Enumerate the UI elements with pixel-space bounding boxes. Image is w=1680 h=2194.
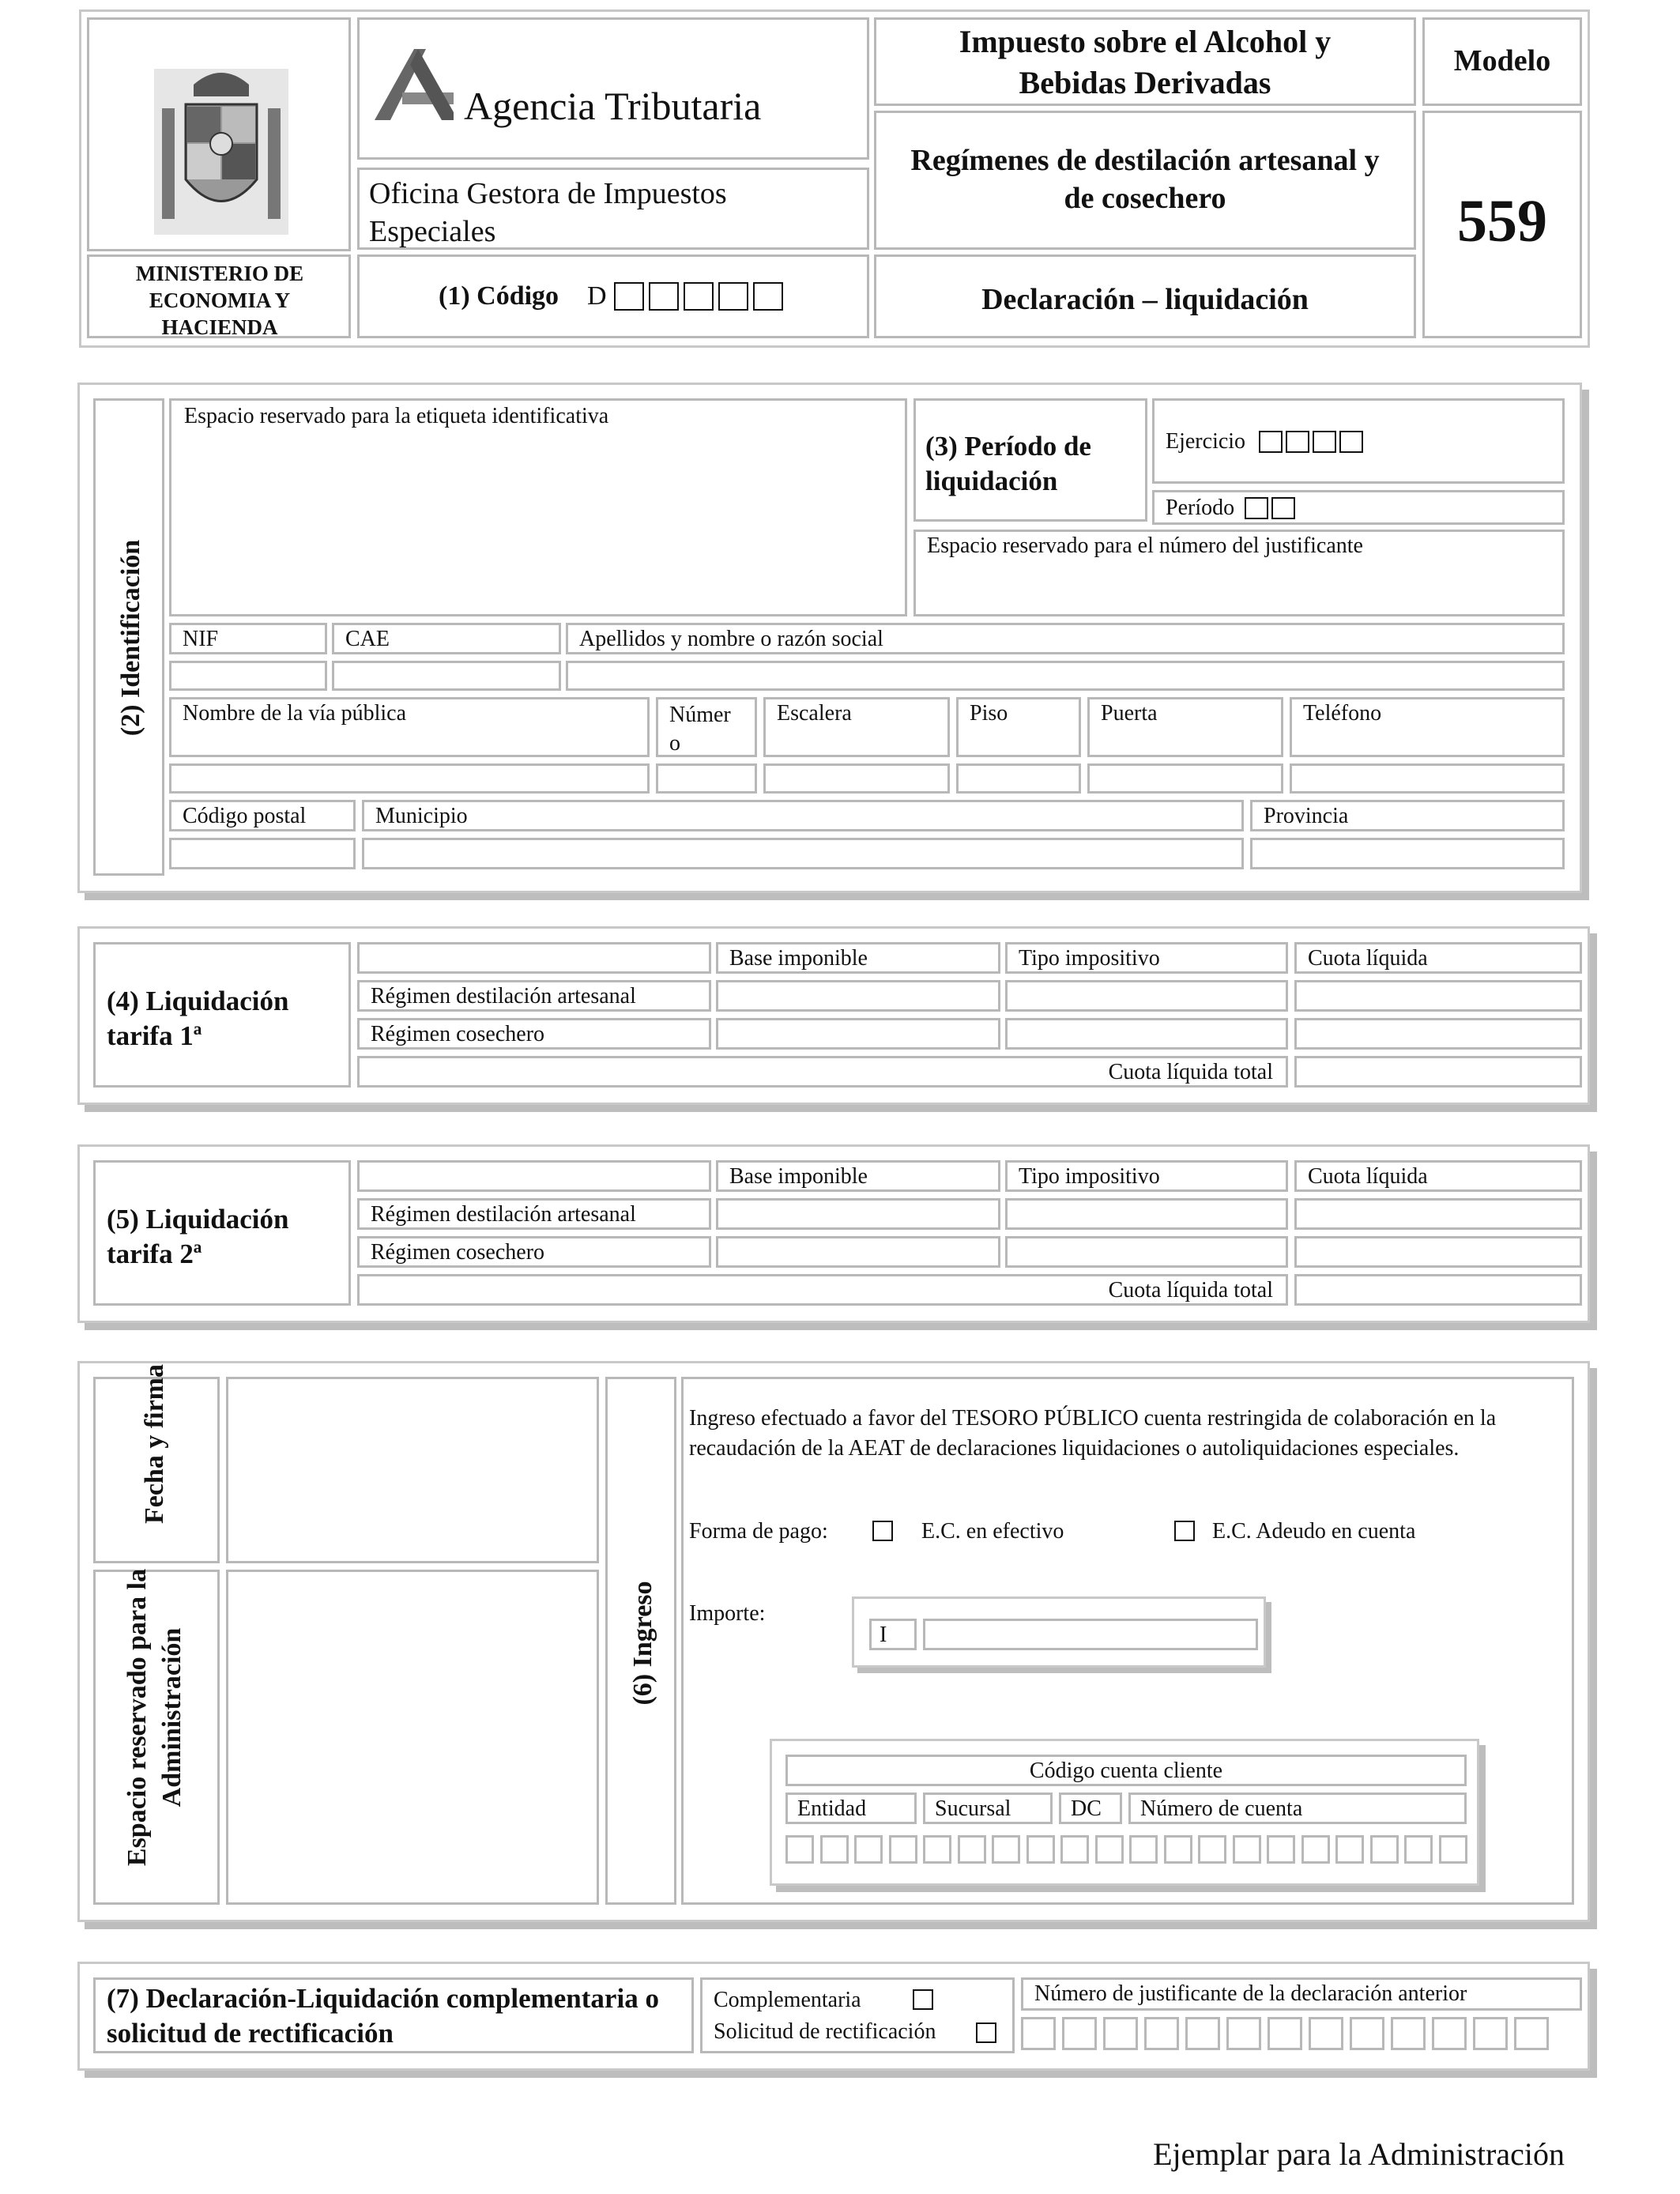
- declaration-title: Declaración – liquidación: [981, 283, 1309, 316]
- previous-digit-box[interactable]: [1309, 2017, 1343, 2050]
- nif-input[interactable]: [169, 661, 327, 691]
- code-input[interactable]: [614, 282, 786, 311]
- account-title-cell: Código cuenta cliente: [785, 1755, 1467, 1786]
- account-digit-box[interactable]: [1129, 1835, 1158, 1864]
- previous-digit-box[interactable]: [1021, 2017, 1056, 2050]
- rectification-label: Solicitud de rectificación: [714, 2019, 936, 2044]
- tariff1-col-quota: Cuota líquida: [1294, 942, 1582, 974]
- account-digit-box[interactable]: [854, 1835, 883, 1864]
- agency-logo-icon: [371, 45, 458, 124]
- tax-title: Impuesto sobre el Alcohol y Bebidas Derivadas: [959, 24, 1332, 100]
- model-number: 559: [1457, 188, 1547, 254]
- street-label-cell: Nombre de la vía pública: [169, 697, 650, 757]
- payment-method-label: Forma de pago:: [689, 1519, 828, 1544]
- account-digit-box[interactable]: [1164, 1835, 1192, 1864]
- street-input[interactable]: [169, 763, 650, 794]
- method-cash-label: E.C. en efectivo: [921, 1519, 1064, 1544]
- tariff2-col-rate: Tipo impositivo: [1005, 1160, 1288, 1192]
- tariff2-row2-base[interactable]: [716, 1236, 1000, 1268]
- agency-name: Agencia Tributaria: [464, 84, 762, 128]
- office-cell: [357, 168, 869, 250]
- sign-area[interactable]: [226, 1377, 599, 1563]
- previous-justificante-input[interactable]: [1021, 2017, 1582, 2052]
- nif-label-cell: NIF: [169, 623, 327, 654]
- exercise-cell: [1152, 398, 1565, 484]
- tariff1-row1-base[interactable]: [716, 980, 1000, 1012]
- previous-digit-box[interactable]: [1514, 2017, 1549, 2050]
- cae-label-cell: CAE: [332, 623, 561, 654]
- complementary-title-cell: [93, 1977, 694, 2053]
- phone-label-cell: Teléfono: [1290, 697, 1565, 757]
- dc-label-cell: DC: [1059, 1793, 1122, 1824]
- regime-title: Regímenes de destilación artesanal y de cosechero: [910, 144, 1380, 215]
- name-input[interactable]: [566, 661, 1565, 691]
- complementary-checkbox[interactable]: [913, 1989, 933, 2010]
- account-digit-box[interactable]: [1060, 1835, 1089, 1864]
- account-digit-box[interactable]: [785, 1835, 814, 1864]
- account-digit-box[interactable]: [1301, 1835, 1330, 1864]
- tariff2-row1-quota[interactable]: [1294, 1198, 1582, 1230]
- account-digit-box[interactable]: [820, 1835, 849, 1864]
- number-input[interactable]: [656, 763, 757, 794]
- cae-input[interactable]: [332, 661, 561, 691]
- period-cell: [1152, 490, 1565, 525]
- code-label: (1) Código: [439, 281, 559, 311]
- payment-title: (6) Ingreso: [628, 1581, 657, 1706]
- tariff1-title: (4) Liquidación tarifa 1ª: [107, 986, 289, 1051]
- amount-input[interactable]: [923, 1619, 1258, 1650]
- period-label: Período: [1166, 496, 1235, 520]
- account-digit-box[interactable]: [1439, 1835, 1467, 1864]
- tax-title-cell: [874, 17, 1416, 106]
- tariff1-row2-label: Régimen cosechero: [357, 1018, 711, 1050]
- province-label-cell: Provincia: [1250, 800, 1565, 831]
- complementary-title: (7) Declaración-Liquidación complementaria o solicitud de rectificación: [107, 1983, 659, 2049]
- door-label-cell: Puerta: [1087, 697, 1283, 757]
- previous-digit-box[interactable]: [1144, 2017, 1179, 2050]
- sign-title: Fecha y firma: [140, 1363, 169, 1525]
- account-digit-box[interactable]: [958, 1835, 986, 1864]
- number-label-cell: Númer o: [656, 697, 757, 757]
- tariff1-row1-quota[interactable]: [1294, 980, 1582, 1012]
- identification-title-cell: [93, 398, 164, 876]
- account-digit-box[interactable]: [923, 1835, 951, 1864]
- payment-title-cell: [605, 1377, 676, 1905]
- previous-digit-box[interactable]: [1062, 2017, 1097, 2050]
- admin-area: [226, 1570, 599, 1905]
- admin-title-cell: [93, 1570, 220, 1905]
- ministry-cell: [87, 254, 351, 338]
- tariff2-row1-base[interactable]: [716, 1198, 1000, 1230]
- stair-label-cell: Escalera: [763, 697, 950, 757]
- tariff1-row1-rate[interactable]: [1005, 980, 1288, 1012]
- door-input[interactable]: [1087, 763, 1283, 794]
- tariff2-title-cell: [93, 1160, 351, 1306]
- account-digit-box[interactable]: [1404, 1835, 1433, 1864]
- account-digit-box[interactable]: [992, 1835, 1020, 1864]
- account-number-label-cell: Número de cuenta: [1128, 1793, 1467, 1824]
- account-digit-box[interactable]: [1335, 1835, 1364, 1864]
- municipality-input[interactable]: [362, 838, 1244, 869]
- declaration-cell: [874, 254, 1416, 338]
- previous-label-cell: Número de justificante de la declaración anterior: [1021, 1977, 1582, 2011]
- agency-cell: [357, 17, 869, 160]
- method-cash-checkbox[interactable]: [872, 1521, 893, 1541]
- period-title-cell: [913, 398, 1147, 522]
- tariff1-row2-base[interactable]: [716, 1018, 1000, 1050]
- postal-label-cell: Código postal: [169, 800, 356, 831]
- model-number-cell: [1422, 111, 1582, 338]
- tariff2-total-label: Cuota líquida total: [357, 1274, 1288, 1306]
- justificante-space: Espacio reservado para el número del justificante: [913, 530, 1565, 616]
- model-label-cell: [1422, 17, 1582, 106]
- account-digits[interactable]: [785, 1835, 1473, 1867]
- sign-title-cell: [93, 1363, 220, 1563]
- tariff1-col-base: Base imponible: [716, 942, 1000, 974]
- name-label-cell: Apellidos y nombre o razón social: [566, 623, 1565, 654]
- tariff2-title: (5) Liquidación tarifa 2ª: [107, 1204, 289, 1269]
- previous-digit-box[interactable]: [1226, 2017, 1261, 2050]
- entity-label-cell: Entidad: [785, 1793, 917, 1824]
- admin-title: Espacio reservado para la Administración: [122, 1568, 186, 1867]
- tariff2-row2-label: Régimen cosechero: [357, 1236, 711, 1268]
- ministry-name: MINISTERIO DE ECONOMIA Y HACIENDA: [135, 262, 304, 339]
- branch-label-cell: Sucursal: [923, 1793, 1053, 1824]
- previous-digit-box[interactable]: [1391, 2017, 1426, 2050]
- tariff1-row1-label: Régimen destilación artesanal: [357, 980, 711, 1012]
- municipality-label-cell: Municipio: [362, 800, 1244, 831]
- phone-input[interactable]: [1290, 763, 1565, 794]
- tariff2-corner: [357, 1160, 711, 1192]
- tariff1-row2-quota[interactable]: [1294, 1018, 1582, 1050]
- coat-of-arms-icon: [146, 61, 296, 243]
- exercise-input[interactable]: [1259, 431, 1366, 453]
- floor-label-cell: Piso: [956, 697, 1081, 757]
- account-digit-box[interactable]: [1267, 1835, 1295, 1864]
- postal-input[interactable]: [169, 838, 356, 869]
- tariff2-total-input[interactable]: [1294, 1274, 1582, 1306]
- previous-digit-box[interactable]: [1350, 2017, 1384, 2050]
- period-title: (3) Período de liquidación: [925, 431, 1091, 496]
- office-name: Oficina Gestora de Impuestos Especiales: [369, 177, 727, 248]
- amount-prefix-cell: I: [869, 1619, 917, 1650]
- tariff2-col-base: Base imponible: [716, 1160, 1000, 1192]
- previous-digit-box[interactable]: [1185, 2017, 1220, 2050]
- tariff2-row2-rate[interactable]: [1005, 1236, 1288, 1268]
- account-digit-box[interactable]: [1370, 1835, 1399, 1864]
- tariff2-col-quota: Cuota líquida: [1294, 1160, 1582, 1192]
- tariff1-col-rate: Tipo impositivo: [1005, 942, 1288, 974]
- complementary-label: Complementaria: [714, 1988, 861, 2012]
- footer-copy-label: Ejemplar para la Administración: [1153, 2136, 1565, 2172]
- coat-of-arms-cell: [87, 17, 351, 251]
- tariff2-row1-rate[interactable]: [1005, 1198, 1288, 1230]
- account-digit-box[interactable]: [1233, 1835, 1261, 1864]
- tariff1-title-cell: [93, 942, 351, 1088]
- tariff2-row1-label: Régimen destilación artesanal: [357, 1198, 711, 1230]
- previous-digit-box[interactable]: [1432, 2017, 1467, 2050]
- previous-digit-box[interactable]: [1268, 2017, 1302, 2050]
- tariff1-total-input[interactable]: [1294, 1056, 1582, 1088]
- previous-digit-box[interactable]: [1473, 2017, 1508, 2050]
- amount-label: Importe:: [689, 1601, 766, 1626]
- exercise-label: Ejercicio: [1166, 429, 1246, 454]
- complementary-options-cell: [700, 1977, 1015, 2053]
- code-cell: [357, 254, 869, 338]
- model-label: Modelo: [1453, 44, 1551, 77]
- account-digit-box[interactable]: [1026, 1835, 1055, 1864]
- identification-title: (2) Identificación: [116, 539, 145, 737]
- code-prefix: D: [587, 281, 607, 311]
- floor-input[interactable]: [956, 763, 1081, 794]
- method-debit-checkbox[interactable]: [1174, 1521, 1195, 1541]
- tariff2-row2-quota[interactable]: [1294, 1236, 1582, 1268]
- period-input[interactable]: [1245, 497, 1298, 519]
- stair-input[interactable]: [763, 763, 950, 794]
- account-digit-box[interactable]: [889, 1835, 917, 1864]
- account-digit-box[interactable]: [1198, 1835, 1226, 1864]
- tariff1-corner: [357, 942, 711, 974]
- previous-digit-box[interactable]: [1103, 2017, 1138, 2050]
- rectification-checkbox[interactable]: [976, 2022, 996, 2043]
- account-digit-box[interactable]: [1095, 1835, 1124, 1864]
- method-debit-label: E.C. Adeudo en cuenta: [1212, 1519, 1416, 1544]
- tariff1-row2-rate[interactable]: [1005, 1018, 1288, 1050]
- label-space: Espacio reservado para la etiqueta identificativa: [169, 398, 907, 616]
- payment-description: Ingreso efectuado a favor del TESORO PÚBLICO cuenta restringida de colaboración en la recaudación de la AEAT de declaraciones liquidaciones o autoliquidaciones especiales.: [689, 1406, 1497, 1461]
- province-input[interactable]: [1250, 838, 1565, 869]
- tariff1-total-label: Cuota líquida total: [357, 1056, 1288, 1088]
- regime-title-cell: [874, 111, 1416, 250]
